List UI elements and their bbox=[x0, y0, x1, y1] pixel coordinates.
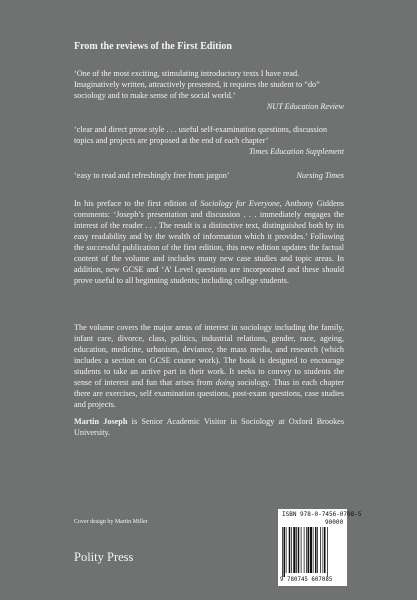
review-source: Nursing Times bbox=[296, 171, 344, 180]
barcode-bar bbox=[282, 527, 283, 577]
barcode-bar bbox=[301, 527, 302, 573]
description-paragraph-2 bbox=[74, 322, 344, 410]
barcode-bar bbox=[327, 527, 328, 577]
review-text: ‘easy to read and refreshingly free from jargon’ bbox=[74, 171, 230, 180]
barcode-bar bbox=[323, 527, 324, 573]
barcode-bar bbox=[315, 527, 317, 573]
cover-design-credit: Cover design by Martin Miller bbox=[74, 519, 148, 525]
barcode-bar bbox=[308, 527, 310, 573]
barcode-bar bbox=[320, 527, 321, 573]
review-quote-1 bbox=[74, 68, 344, 112]
isbn-text: ISBN 978-0-7456-0708-5 bbox=[282, 511, 362, 518]
review-text: ‘One of the most exciting, stimulating introductory texts I have read. Imaginatively written, attractively presented, it requires the student to “do” sociology and to make sense of the social world.’ bbox=[74, 69, 320, 100]
paragraph-text: In his preface to the first edition of bbox=[74, 199, 201, 208]
barcode-bar bbox=[286, 527, 287, 573]
price-code: 90000 bbox=[325, 519, 344, 526]
paragraph-text: sociology. Thus in each chapter there are exercises, self examination questions, post-exam questions, case studies and projects. bbox=[74, 378, 344, 409]
review-quote-3 bbox=[74, 170, 344, 181]
barcode-bar bbox=[306, 527, 307, 573]
barcode-bar bbox=[317, 527, 318, 573]
paragraph-text: The volume covers the major areas of interest in sociology including the family, infant care, divorce, class, politics, industrial relations, gender, race, ageing, education, medicine, urbanism, deviance, the mass media, and research (which includes a section on GCSE course work). The book is designed to encourage students to take an active part in their work. It seeks to convey to students the sense of interest and fun that arises from bbox=[74, 323, 344, 387]
description-paragraph-1 bbox=[74, 198, 344, 286]
barcode-bar bbox=[324, 527, 326, 573]
author-bio bbox=[74, 416, 344, 438]
review-source: NUT Education Review bbox=[266, 102, 344, 111]
barcode-bar bbox=[310, 527, 312, 573]
barcode-bars bbox=[281, 527, 344, 577]
review-text: ‘clear and direct prose style . . . useful self-examination questions, discussion topics and projects are proposed at the end of each chapter’ bbox=[74, 125, 328, 145]
barcode-bar bbox=[304, 527, 305, 573]
publisher-name: Polity Press bbox=[74, 550, 134, 564]
barcode-bar bbox=[289, 527, 291, 573]
barcode-bar bbox=[296, 527, 297, 573]
author-name: Martin Joseph bbox=[74, 417, 128, 426]
barcode-bar bbox=[291, 527, 292, 573]
barcode-bar bbox=[313, 527, 314, 573]
isbn-barcode bbox=[278, 509, 362, 586]
review-source: Times Education Supplement bbox=[248, 147, 344, 156]
author-bio-text: is Senior Academic Visitor in Sociology at Oxford Brookes University. bbox=[74, 417, 345, 437]
review-quote-2 bbox=[74, 124, 344, 157]
paragraph-text: , Anthony Giddens comments: ‘Joseph’s presentation and discussion . . . immediately engages the interest of the reader . . . The result is a distinctive text, distinguished both by its easy readability and by the wealth of information which it provides.’ Following the successful publication of the first edition, this new edition updates the factual content of the volume and includes many new case studies and topic areas. In addition, new GCSE and ‘A’ Level questions are incorporated and these should prove useful to all beginning students; including college students. bbox=[74, 199, 344, 285]
barcode-bar bbox=[298, 527, 300, 573]
barcode-bar bbox=[293, 527, 295, 573]
barcode-bar bbox=[284, 527, 286, 577]
book-title-italic: Sociology for Everyone bbox=[200, 199, 280, 208]
reviews-heading: From the reviews of the First Edition bbox=[74, 41, 232, 52]
barcode-digits: 9 780745 607085 bbox=[280, 577, 333, 583]
emphasis-italic: doing bbox=[215, 378, 235, 387]
